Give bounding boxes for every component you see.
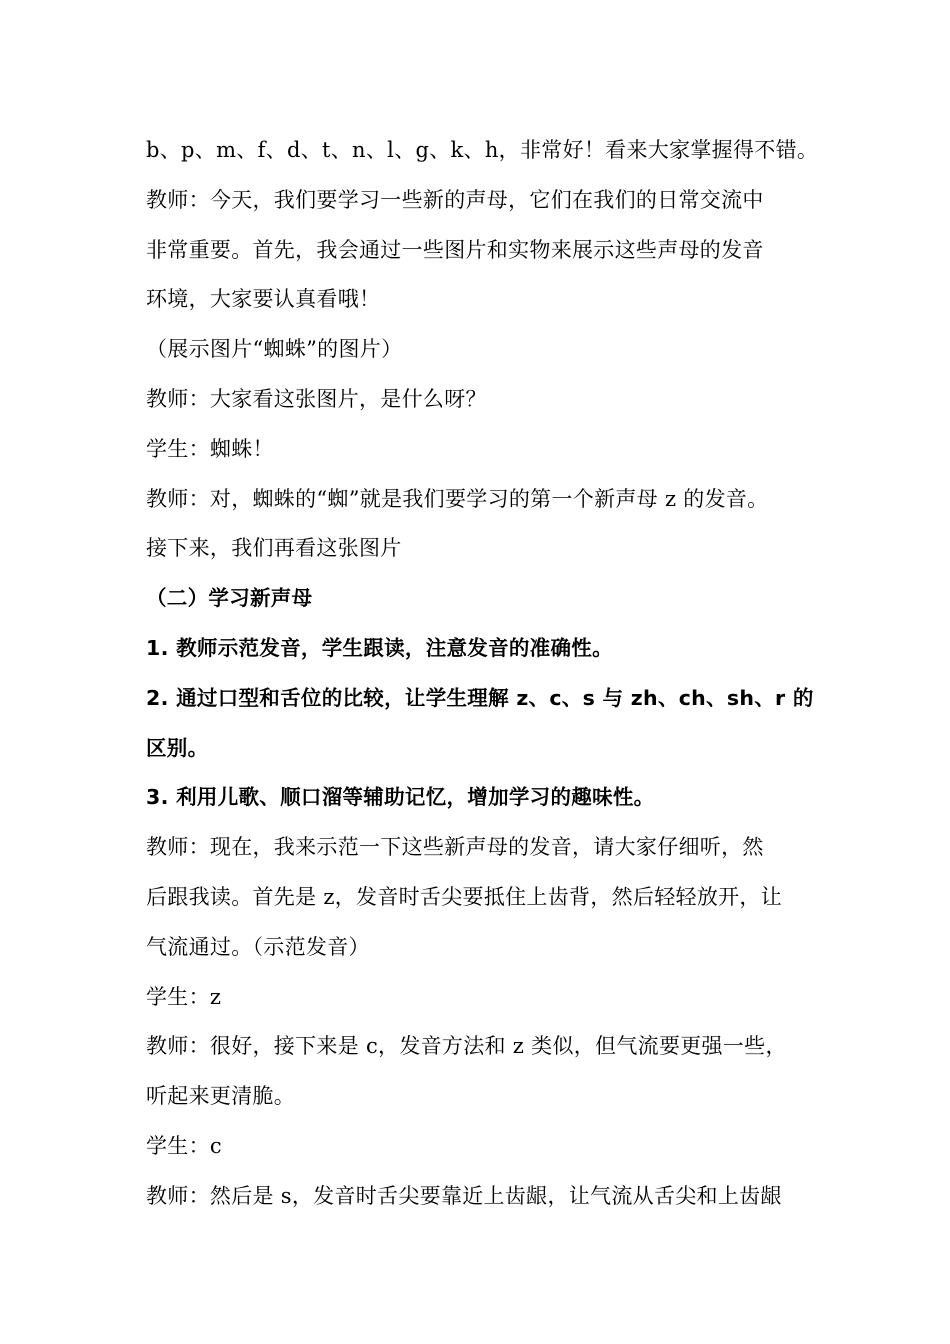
text-line: 听起来更清脆。 (146, 1084, 296, 1109)
text-line: 学生：z (146, 984, 222, 1009)
section-heading: （二）学习新声母 (146, 586, 313, 611)
text-line: 后跟我读。首先是 z，发音时舌尖要抵住上齿背，然后轻轻放开，让 (146, 884, 783, 909)
text-line: 气流通过。（示范发音） (146, 934, 370, 959)
list-item: 3. 利用儿歌、顺口溜等辅助记忆，增加学习的趣味性。 (146, 785, 655, 810)
text-line: 教师：今天，我们要学习一些新的声母，它们在我们的日常交流中 (146, 187, 764, 212)
text-line: 接下来，我们再看这张图片 (146, 536, 402, 561)
document-body (146, 126, 836, 1222)
text-line: 教师：然后是 s，发音时舌尖要靠近上齿龈，让气流从舌尖和上齿龈 (146, 1183, 782, 1208)
list-item: 1. 教师示范发音，学生跟读，注意发音的准确性。 (146, 635, 613, 660)
text-line: 教师：大家看这张图片，是什么呀？ (146, 386, 487, 411)
text-line: b、p、m、f、d、t、n、l、g、k、h，非常好！看来大家掌握得不错。 (146, 138, 819, 162)
text-line: 教师：对，蜘蛛的“蜘”就是我们要学习的第一个新声母 z 的发音。 (146, 486, 769, 511)
text-line: 非常重要。首先，我会通过一些图片和实物来展示这些声母的发音 (146, 237, 764, 262)
text-line: 环境，大家要认真看哦！ (146, 287, 381, 312)
text-line: （展示图片“蜘蛛”的图片） (146, 337, 403, 362)
text-line: 教师：很好，接下来是 c，发音方法和 z 类似，但气流要更强一些， (146, 1034, 787, 1059)
list-item-continuation: 区别。 (146, 735, 209, 760)
text-line: 学生：蜘蛛！ (146, 436, 274, 461)
text-line: 学生：c (146, 1133, 222, 1158)
list-item: 2. 通过口型和舌位的比较，让学生理解 z、c、s 与 zh、ch、sh、r 的 (146, 685, 814, 710)
text-line: 教师：现在，我来示范一下这些新声母的发音，请大家仔细听，然 (146, 835, 764, 860)
